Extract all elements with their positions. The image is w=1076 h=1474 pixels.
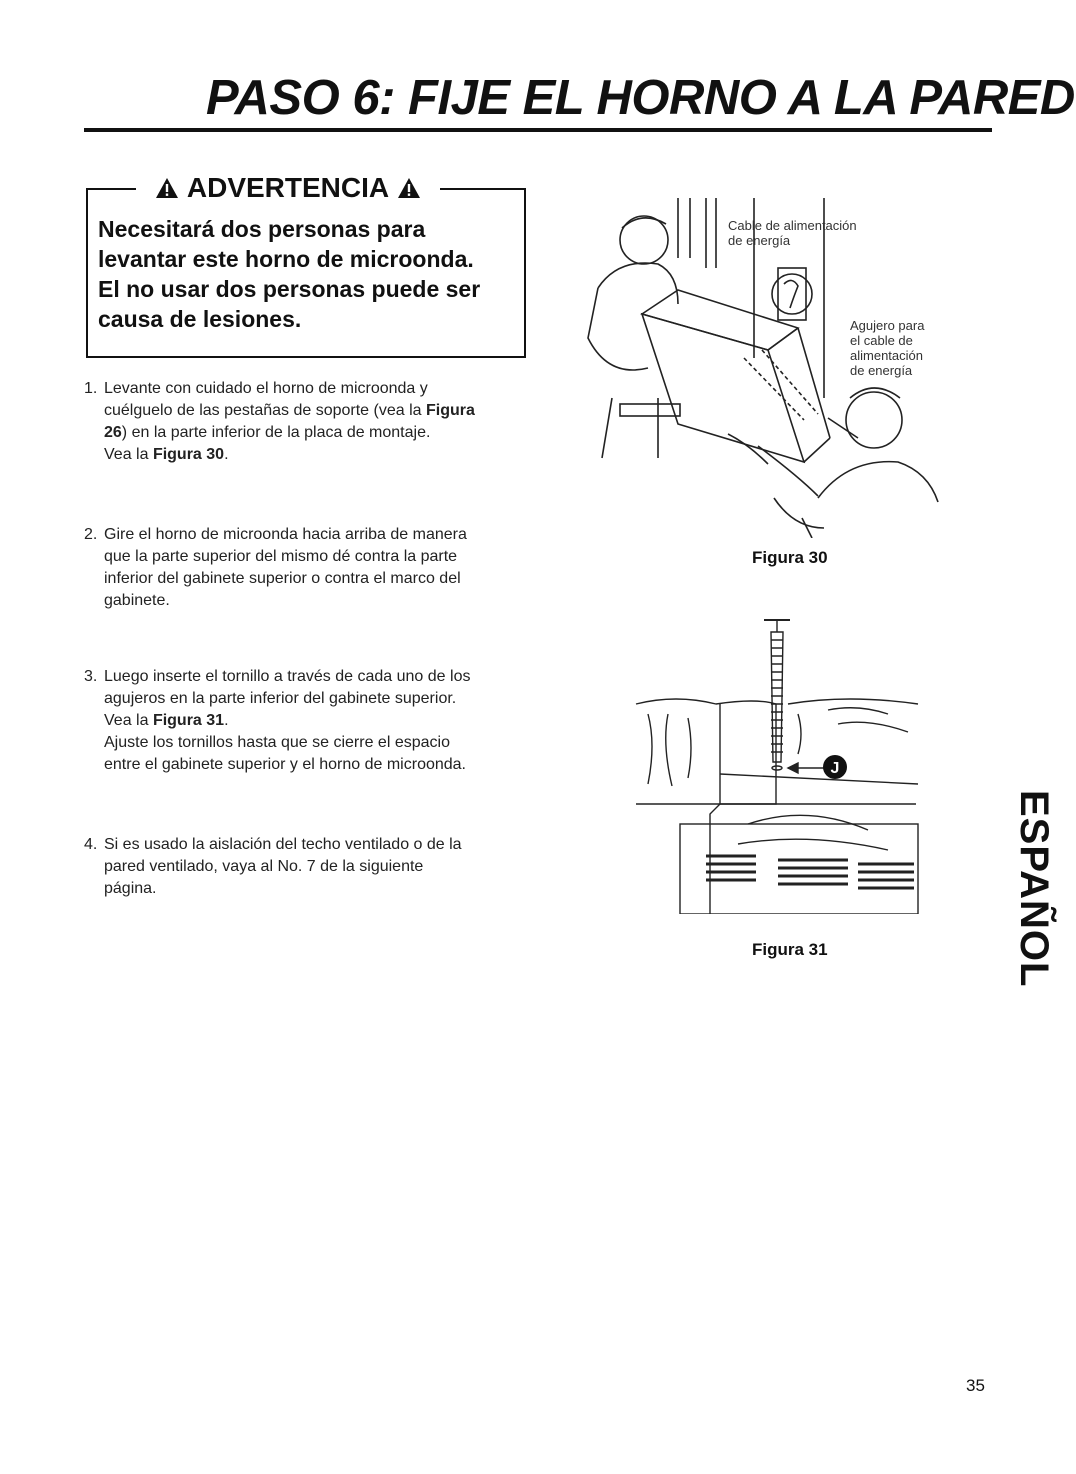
step-line: pared ventilado, vaya al No. 7 de la siguiente [104, 858, 424, 875]
page-number: 35 [966, 1376, 985, 1395]
step-line: cuélguelo de las pestañas de soporte (vea la Figura [104, 402, 475, 419]
warning-line: El no usar dos personas puede ser [98, 276, 481, 302]
figure-31-illustration [628, 614, 928, 914]
warning-title: ADVERTENCIA [186, 172, 390, 203]
step-line: Ajuste los tornillos hasta que se cierre el espacio [104, 734, 450, 751]
step-line: inferior del gabinete superior o contra el marco del [104, 570, 461, 587]
warning-triangle-icon [155, 177, 179, 199]
step-body [104, 378, 524, 466]
step-body [104, 666, 524, 776]
callout-j-label: J [830, 760, 840, 777]
warning-text [98, 214, 518, 334]
step-line: Luego inserte el tornillo a través de cada uno de los [104, 668, 471, 685]
step-number: 1. [84, 380, 98, 397]
step-line: 26) en la parte inferior de la placa de montaje. [104, 424, 431, 441]
step-number: 4. [84, 836, 98, 853]
warning-line: levantar este horno de microonda. [98, 246, 474, 272]
warning-heading [140, 170, 436, 206]
language-side-tab: ESPAÑOL [1012, 790, 1056, 988]
step-line: Vea la Figura 30. [104, 446, 229, 463]
label-power-cable: Cable de alimentación de energía [728, 218, 857, 248]
warning-box-top-right [440, 188, 526, 190]
step-number: 2. [84, 526, 98, 543]
step-body [104, 834, 524, 900]
callout-j-badge [822, 754, 848, 780]
warning-line: causa de lesiones. [98, 306, 302, 332]
warning-triangle-icon [397, 177, 421, 199]
warning-box-top-left [86, 188, 136, 190]
step-line: Levante con cuidado el horno de microonda y [104, 380, 428, 397]
step-line: Vea la Figura 31. [104, 712, 229, 729]
step-line: página. [104, 880, 157, 897]
warning-line: Necesitará dos personas para [98, 216, 426, 242]
page-title: PASO 6: FIJE EL HORNO A LA PARED [206, 71, 1075, 125]
label-power-cable-hole: Agujero para el cable de alimentación de energía [850, 318, 925, 378]
step-line: entre el gabinete superior y el horno de microonda. [104, 756, 466, 773]
step-number: 3. [84, 668, 98, 685]
figure-31-caption: Figura 31 [752, 940, 828, 959]
step-line: gabinete. [104, 592, 170, 609]
step-line: Gire el horno de microonda hacia arriba de manera [104, 526, 467, 543]
figure-30-caption: Figura 30 [752, 548, 828, 567]
step-body [104, 524, 524, 612]
step-line: Si es usado la aislación del techo ventilado o de la [104, 836, 462, 853]
step-line: que la parte superior del mismo dé contra la parte [104, 548, 458, 565]
step-line: agujeros en la parte inferior del gabinete superior. [104, 690, 457, 707]
title-rule [84, 128, 992, 132]
